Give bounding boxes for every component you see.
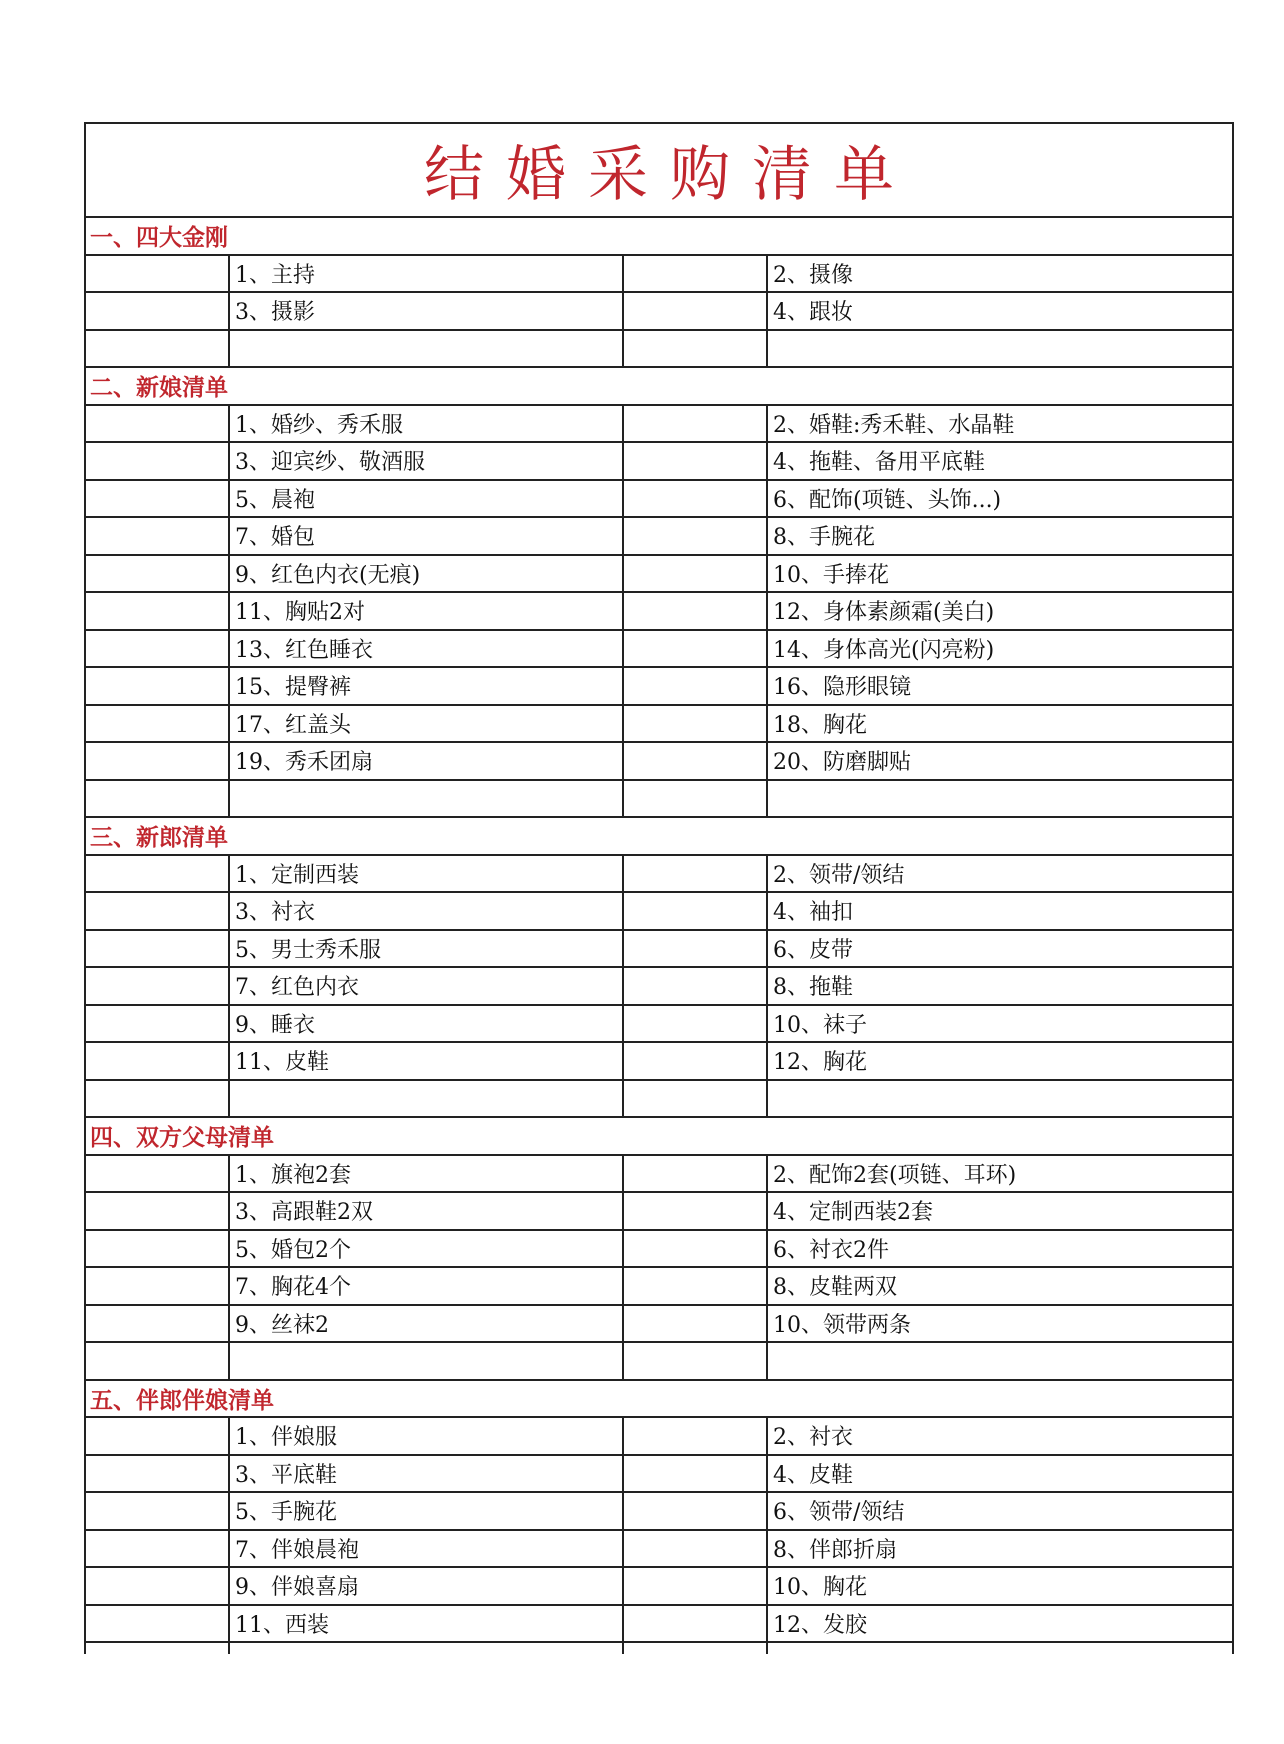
blank-cell [86,1006,230,1042]
blank-cell [86,1043,230,1079]
blank-cell [86,1306,230,1342]
item-cell-left [230,1643,624,1654]
blank-cell [86,1531,230,1567]
blank-cell [624,293,768,329]
item-cell-right [768,1081,1232,1117]
section-header: 五、伴郎伴娘清单 [86,1381,1232,1419]
item-cell-right: 20、防磨脚贴 [773,750,911,776]
blank-cell [624,1231,768,1267]
blank-cell [624,1531,768,1567]
item-cell-left: 3、迎宾纱、敬酒服 [230,443,624,479]
item-cell-right: 4、跟妆 [773,300,853,326]
blank-cell [624,518,768,554]
item-cell-right: 12、胸花 [773,1050,867,1076]
blank-cell [86,743,230,779]
blank-cell [624,968,768,1004]
item-cell-right: 8、皮鞋两双 [773,1275,897,1301]
item-cell-left: 9、红色内衣(无痕) [230,556,624,592]
table-row [86,443,1232,481]
table-row [86,781,1232,819]
blank-cell [624,1043,768,1079]
item-cell-right: 10、袜子 [773,1012,867,1038]
table-row [86,481,1232,519]
blank-cell [86,1268,230,1304]
blank-cell [86,1456,230,1492]
item-cell-right: 12、发胶 [773,1612,867,1638]
blank-cell [86,1343,230,1379]
item-cell-left: 5、晨袍 [230,481,624,517]
blank-cell [624,931,768,967]
item-cell-right [768,781,1232,817]
blank-cell [624,1493,768,1529]
item-cell-right: 10、领带两条 [773,1312,911,1338]
item-cell-right: 10、手捧花 [773,562,889,588]
blank-cell [624,1193,768,1229]
item-cell-right: 6、皮带 [773,937,853,963]
blank-cell [624,1081,768,1117]
blank-cell [86,1606,230,1642]
shopping-list-table [84,122,1234,1654]
table-row [86,1418,1232,1456]
item-cell-left: 7、婚包 [230,518,624,554]
item-cell-left: 5、手腕花 [230,1493,624,1529]
section-header: 二、新娘清单 [86,368,1232,406]
table-row [86,293,1232,331]
item-cell-right: 2、配饰2套(项链、耳环) [773,1162,1017,1188]
blank-cell [624,556,768,592]
blank-cell [86,1231,230,1267]
blank-cell [86,1493,230,1529]
table-row [86,931,1232,969]
item-cell-left: 3、平底鞋 [230,1456,624,1492]
item-cell-left: 1、婚纱、秀禾服 [230,406,624,442]
blank-cell [624,481,768,517]
item-cell-right: 6、配饰(项链、头饰...) [773,487,1002,513]
table-row [86,856,1232,894]
blank-cell [86,593,230,629]
blank-cell [86,706,230,742]
item-cell-left: 11、胸贴2对 [230,593,624,629]
item-cell-left: 7、红色内衣 [230,968,624,1004]
blank-cell [624,1343,768,1379]
table-row [86,1531,1232,1569]
table-row [86,406,1232,444]
blank-cell [86,781,230,817]
item-cell-right [768,331,1232,367]
blank-cell [86,631,230,667]
item-cell-left: 15、提臀裤 [230,668,624,704]
blank-cell [624,331,768,367]
blank-cell [86,481,230,517]
page-title: 结婚采购清单 [424,140,916,210]
table-row [86,556,1232,594]
blank-cell [624,631,768,667]
blank-cell [624,1306,768,1342]
blank-cell [624,1606,768,1642]
blank-cell [624,1006,768,1042]
table-row [86,1156,1232,1194]
blank-cell [86,556,230,592]
blank-cell [624,1456,768,1492]
item-cell-left: 5、男士秀禾服 [230,931,624,967]
item-cell-right: 2、衬衣 [773,1425,853,1451]
item-cell-left [230,331,624,367]
table-row [86,1043,1232,1081]
item-cell-right: 8、伴郎折扇 [773,1537,897,1563]
table-row [86,668,1232,706]
blank-cell [86,331,230,367]
item-cell-right: 2、摄像 [773,262,853,288]
blank-cell [624,706,768,742]
item-cell-left: 1、伴娘服 [230,1418,624,1454]
blank-cell [86,293,230,329]
item-cell-left: 1、主持 [230,256,624,292]
item-cell-right: 4、定制西装2套 [773,1200,933,1226]
blank-cell [86,443,230,479]
table-row [86,256,1232,294]
item-cell-left: 3、高跟鞋2双 [230,1193,624,1229]
blank-cell [624,856,768,892]
item-cell-right: 4、皮鞋 [773,1462,853,1488]
table-row [86,743,1232,781]
blank-cell [86,668,230,704]
item-cell-left: 5、婚包2个 [230,1231,624,1267]
item-cell-right [768,1343,1232,1379]
table-row [86,593,1232,631]
item-cell-left: 7、胸花4个 [230,1268,624,1304]
table-row [86,968,1232,1006]
table-row [86,631,1232,669]
item-cell-right: 10、胸花 [773,1575,867,1601]
section-header: 一、四大金刚 [86,218,1232,256]
item-cell-left: 9、丝袜2 [230,1306,624,1342]
item-cell-left: 11、西装 [230,1606,624,1642]
item-cell-right: 6、衬衣2件 [773,1237,889,1263]
blank-cell [86,968,230,1004]
blank-cell [624,781,768,817]
blank-cell [624,1268,768,1304]
item-cell-left [230,1081,624,1117]
item-cell-left: 17、红盖头 [230,706,624,742]
item-cell-left: 13、红色睡衣 [230,631,624,667]
item-cell-left: 9、睡衣 [230,1006,624,1042]
blank-cell [86,1643,230,1654]
blank-cell [624,1156,768,1192]
blank-cell [86,256,230,292]
sections-container [86,218,1232,1654]
blank-cell [624,256,768,292]
section-header: 四、双方父母清单 [86,1118,1232,1156]
item-cell-right: 18、胸花 [773,712,867,738]
table-row [86,1306,1232,1344]
item-cell-left: 11、皮鞋 [230,1043,624,1079]
item-cell-left [230,1343,624,1379]
blank-cell [86,931,230,967]
item-cell-left: 1、定制西装 [230,856,624,892]
table-row [86,1268,1232,1306]
blank-cell [86,1081,230,1117]
item-cell-left: 1、旗袍2套 [230,1156,624,1192]
item-cell-left: 3、摄影 [230,293,624,329]
item-cell-right: 14、身体高光(闪亮粉) [773,637,995,663]
item-cell-right: 12、身体素颜霜(美白) [773,600,995,626]
title-row [86,124,1232,218]
table-row [86,1231,1232,1269]
blank-cell [86,856,230,892]
blank-cell [624,406,768,442]
blank-cell [86,1568,230,1604]
blank-cell [624,1643,768,1654]
item-cell-right: 2、婚鞋:秀禾鞋、水晶鞋 [773,412,1015,438]
table-row [86,1456,1232,1494]
blank-cell [86,518,230,554]
item-cell-left [230,781,624,817]
item-cell-right [768,1643,1232,1654]
item-cell-right: 2、领带/领结 [773,862,905,888]
item-cell-right: 16、隐形眼镜 [773,675,911,701]
table-row [86,1568,1232,1606]
item-cell-left: 7、伴娘晨袍 [230,1531,624,1567]
table-row [86,331,1232,369]
blank-cell [624,593,768,629]
item-cell-right: 6、领带/领结 [773,1500,905,1526]
table-row [86,893,1232,931]
blank-cell [86,893,230,929]
item-cell-left: 19、秀禾团扇 [230,743,624,779]
table-row [86,1493,1232,1531]
blank-cell [86,406,230,442]
section-header: 三、新郎清单 [86,818,1232,856]
item-cell-right: 4、拖鞋、备用平底鞋 [773,450,985,476]
blank-cell [624,443,768,479]
table-row [86,518,1232,556]
blank-cell [86,1418,230,1454]
table-row [86,1006,1232,1044]
blank-cell [624,668,768,704]
table-row [86,1643,1232,1654]
item-cell-left: 3、衬衣 [230,893,624,929]
blank-cell [86,1156,230,1192]
item-cell-right: 8、手腕花 [773,525,875,551]
blank-cell [624,743,768,779]
table-row [86,1343,1232,1381]
table-row [86,1193,1232,1231]
table-row [86,706,1232,744]
item-cell-right: 4、袖扣 [773,900,853,926]
table-row [86,1606,1232,1644]
table-row [86,1081,1232,1119]
blank-cell [86,1193,230,1229]
blank-cell [624,1418,768,1454]
item-cell-left: 9、伴娘喜扇 [230,1568,624,1604]
blank-cell [624,893,768,929]
item-cell-right: 8、拖鞋 [773,975,853,1001]
blank-cell [624,1568,768,1604]
